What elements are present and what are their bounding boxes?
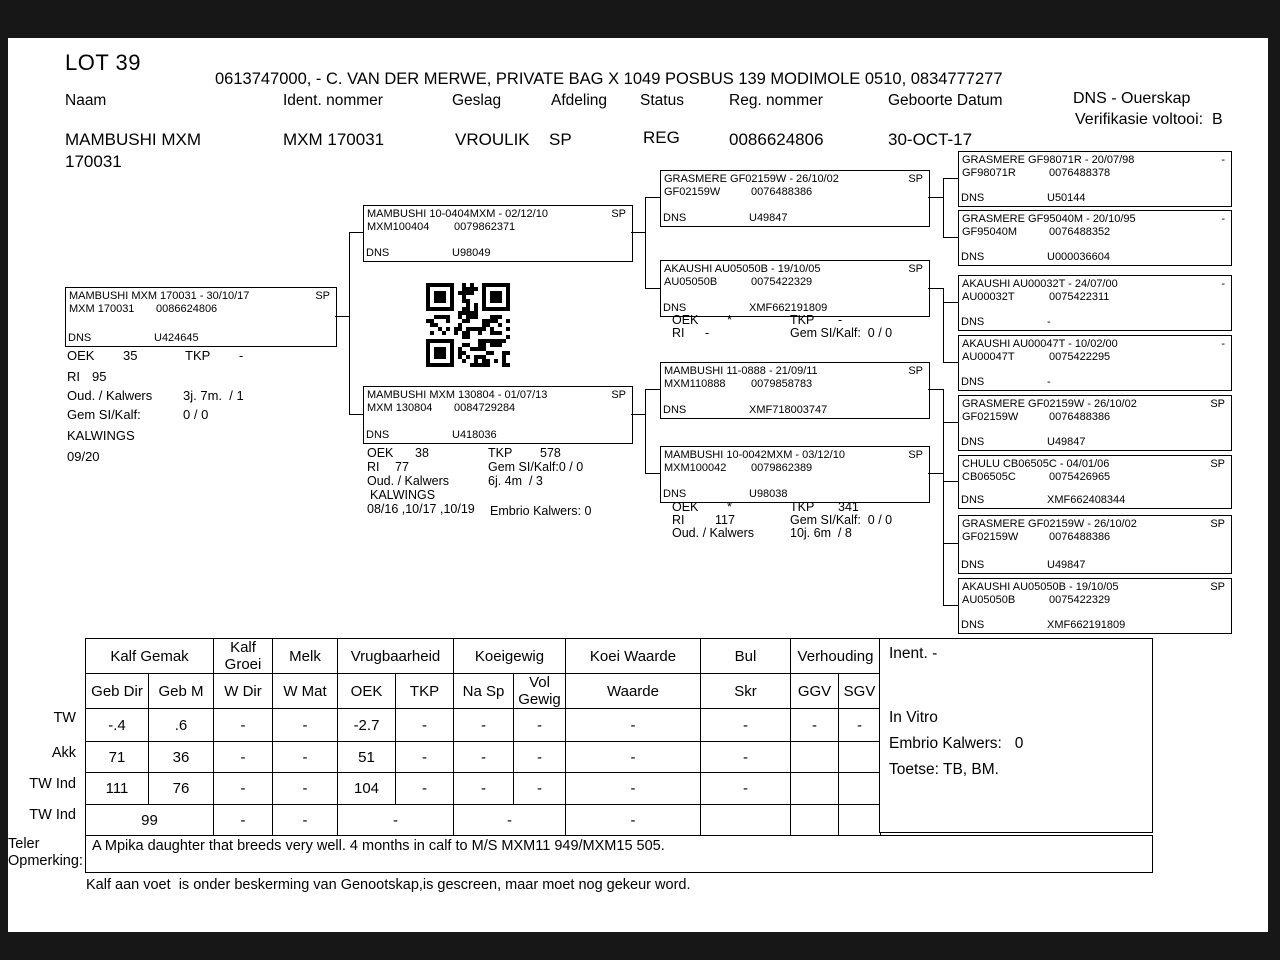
animal-reg: 0079858783: [751, 378, 813, 390]
inent-in-vitro: In Vitro: [889, 709, 938, 726]
group-header: Koeigewig: [454, 639, 566, 674]
animal-reg: 0079862389: [751, 462, 813, 474]
section-flag: -: [1221, 213, 1225, 225]
dns-value: XMF662408344: [1047, 494, 1126, 506]
pedigree-box-g4-6: [958, 455, 1232, 509]
connector-line: [943, 605, 958, 606]
ri-value: 77: [395, 460, 409, 474]
animal-ident: MXM 130804: [367, 402, 433, 414]
animal-ident: GF02159W: [664, 186, 721, 198]
animal-title: MAMBUSHI MXM 130804 - 01/07/13: [367, 389, 548, 401]
connector-line: [349, 232, 350, 415]
label-geslag: Geslag: [452, 92, 502, 109]
row-label-twind: TW Ind: [29, 776, 76, 792]
value-reg-nommer: 0086624806: [729, 130, 824, 149]
table-cell: -: [214, 773, 273, 805]
tkp-value: 578: [540, 446, 561, 460]
oek-label: OEK: [672, 313, 699, 327]
tkp-label: TKP: [185, 348, 211, 363]
col-header: Geb M: [149, 674, 214, 709]
col-header: Na Sp: [454, 674, 514, 709]
animal-title: GRASMERE GF02159W - 26/10/02: [664, 173, 839, 185]
value-ident-nommer: MXM 170031: [283, 130, 385, 149]
table-cell: -: [701, 742, 791, 773]
animal-title: CHULU CB06505C - 04/01/06: [962, 458, 1110, 470]
oud-kalwers-label: Oud. / Kalwers: [67, 388, 153, 403]
label-dns-verifikasie: Verifikasie voltooi: B: [1075, 111, 1223, 128]
table-cell: -: [214, 805, 273, 836]
animal-reg: 0075422329: [751, 276, 813, 288]
connector-line: [943, 362, 958, 363]
table-cell: -: [566, 805, 701, 836]
animal-reg: 0079862371: [454, 221, 516, 233]
group-header: Kalf Gemak: [86, 639, 214, 674]
table-cell: -: [701, 773, 791, 805]
value-naam: MAMBUSHI MXM 170031: [65, 130, 201, 171]
inent-embrio-kalwers: Embrio Kalwers: 0: [889, 735, 1024, 752]
label-naam: Naam: [65, 92, 107, 109]
group-header: Vrugbaarheid: [338, 639, 454, 674]
animal-ident: AU05050B: [962, 594, 1016, 606]
animal-title: AKAUSHI AU00047T - 10/02/00: [962, 338, 1118, 350]
table-cell: -: [566, 742, 701, 773]
animal-title: GRASMERE GF02159W - 26/10/02: [962, 518, 1137, 530]
label-status: Status: [640, 92, 684, 109]
oud-kalwers-value: 6j. 4m / 3: [488, 474, 543, 488]
lot-number: LOT 39: [65, 50, 141, 75]
row-label-akk: Akk: [51, 745, 76, 761]
section-flag: SP: [611, 389, 626, 401]
ri-label: RI: [367, 460, 380, 474]
frame-right: [1268, 38, 1280, 932]
animal-title: GRASMERE GF02159W - 26/10/02: [962, 398, 1137, 410]
pedigree-box-g4-8: [958, 578, 1232, 634]
kalwings-dates: 08/16 ,10/17 ,10/19: [367, 502, 475, 516]
tkp-label: TKP: [790, 313, 815, 327]
table-cell: -: [701, 709, 791, 742]
animal-reg: 0076488386: [1049, 531, 1111, 543]
row-label-tw: TW: [53, 710, 76, 726]
table-cell: 36: [149, 742, 214, 773]
value-geslag: VROULIK: [455, 130, 530, 149]
dam-stats: [367, 446, 667, 526]
dns-label: DNS: [663, 212, 687, 224]
dns-label: DNS: [961, 192, 985, 204]
animal-title: AKAUSHI AU05050B - 19/10/05: [962, 581, 1119, 593]
animal-title: MAMBUSHI MXM 170031 - 30/10/17: [69, 290, 250, 302]
table-cell: 76: [149, 773, 214, 805]
dns-label: DNS: [366, 429, 390, 441]
section-flag: SP: [908, 449, 923, 461]
ri-value: 95: [92, 369, 107, 384]
connector-line: [928, 389, 943, 390]
animal-reg: 0075422329: [1049, 594, 1111, 606]
connector-line: [631, 414, 645, 415]
dns-value: XMF718003747: [749, 404, 828, 416]
animal-title: AKAUSHI AU00032T - 24/07/00: [962, 278, 1118, 290]
table-cell: -: [396, 709, 454, 742]
pedigree-box-subject: [65, 287, 337, 347]
col-header: Skr: [701, 674, 791, 709]
pedigree-box-g4-2: [958, 210, 1232, 266]
connector-line: [943, 178, 944, 238]
section-flag: SP: [315, 290, 330, 302]
connector-line: [645, 288, 660, 289]
table-cell: -: [273, 742, 338, 773]
dns-label: DNS: [961, 494, 985, 506]
dam-dam-stats: [672, 500, 952, 545]
section-flag: SP: [908, 263, 923, 275]
table-cell: -: [396, 773, 454, 805]
embrio-kalwers: Embrio Kalwers: 0: [490, 504, 592, 518]
pedigree-box-sire-sire: [660, 170, 930, 227]
table-cell: 51: [338, 742, 396, 773]
group-header: Bul: [701, 639, 791, 674]
dns-value: XMF662191809: [1047, 619, 1126, 631]
animal-ident: AU00032T: [962, 291, 1015, 303]
animal-ident: MXM 170031: [69, 303, 135, 315]
oud-kalwers-value: 10j. 6m / 8: [790, 526, 852, 540]
value-geboorte-datum: 30-OCT-17: [888, 130, 973, 149]
connector-line: [928, 197, 943, 198]
col-header: W Dir: [214, 674, 273, 709]
table-cell: [839, 805, 881, 836]
animal-ident: MXM100404: [367, 221, 430, 233]
animal-reg: 0084729284: [454, 402, 516, 414]
group-header: Koei Waarde: [566, 639, 701, 674]
section-flag: SP: [1210, 398, 1225, 410]
dns-label: DNS: [961, 559, 985, 571]
dns-value: U49847: [1047, 559, 1086, 571]
pedigree-box-dam-dam: [660, 446, 930, 503]
tkp-value: -: [239, 348, 244, 363]
animal-ident: AU00047T: [962, 351, 1015, 363]
animal-title: MAMBUSHI 10-0404MXM - 02/12/10: [367, 208, 548, 220]
connector-line: [928, 473, 943, 474]
dns-label: DNS: [961, 376, 985, 388]
dns-value: XMF662191809: [749, 302, 828, 314]
animal-reg: 0076488378: [1049, 167, 1111, 179]
dns-label: DNS: [961, 619, 985, 631]
connector-line: [943, 178, 958, 179]
row-label-twind2: TW Ind: [29, 807, 76, 823]
col-header: Waarde: [566, 674, 701, 709]
table-cell: -: [454, 773, 514, 805]
teler-label: Teler: [8, 836, 40, 852]
dns-label: DNS: [663, 302, 687, 314]
label-ident-nommer: Ident. nommer: [283, 92, 383, 109]
ri-label: RI: [672, 326, 685, 340]
animal-ident: MXM110888: [664, 378, 726, 390]
table-cell: -: [791, 709, 839, 742]
pedigree-box-sire: [363, 205, 633, 262]
animal-ident: GF95040M: [962, 226, 1018, 238]
gem-si-kalf: Gem SI/Kalf:0 / 0: [488, 460, 584, 474]
table-cell: -: [454, 709, 514, 742]
dns-value: U49847: [1047, 436, 1086, 448]
ri-value: 117: [715, 513, 735, 527]
frame-left: [0, 38, 8, 932]
table-cell: -: [566, 709, 701, 742]
dns-label: DNS: [961, 436, 985, 448]
animal-ident: MXM100042: [664, 462, 727, 474]
animal-reg: 0086624806: [156, 303, 218, 315]
gem-si-kalf: Gem SI/Kalf: 0 / 0: [790, 513, 893, 527]
gem-si-kalf-label: Gem SI/Kalf:: [67, 407, 141, 422]
oud-kalwers-label: Oud. / Kalwers: [672, 526, 754, 540]
connector-line: [645, 389, 660, 390]
section-flag: SP: [1210, 581, 1225, 593]
oek-label: OEK: [367, 446, 394, 460]
table-cell: -: [273, 773, 338, 805]
dns-value: U98049: [452, 247, 491, 259]
connector-line: [943, 422, 958, 423]
ri-label: RI: [672, 513, 685, 527]
animal-title: GRASMERE GF98071R - 20/07/98: [962, 154, 1135, 166]
footnote-text: Kalf aan voet is onder beskerming van Genootskap,is gescreen, maar moet nog gekeur word.: [86, 877, 691, 893]
table-cell: -: [514, 742, 566, 773]
tkp-value: -: [838, 313, 843, 327]
animal-reg: 0075426965: [1049, 471, 1111, 483]
dns-value: U000036604: [1047, 251, 1111, 263]
dns-label: DNS: [961, 251, 985, 263]
animal-ident: AU05050B: [664, 276, 718, 288]
dns-label: DNS: [366, 247, 390, 259]
frame-top: [0, 0, 1280, 38]
table-cell: -: [273, 709, 338, 742]
qr-code: [426, 283, 510, 367]
table-cell: -: [214, 742, 273, 773]
oek-value: 38: [415, 446, 429, 460]
kalwings-dates: 09/20: [67, 449, 100, 464]
kalwings-label: KALWINGS: [370, 488, 436, 502]
table-cell: [839, 773, 881, 805]
label-reg-nommer: Reg. nommer: [729, 92, 823, 109]
value-status: REG: [643, 128, 680, 147]
section-flag: SP: [1210, 518, 1225, 530]
pedigree-box-g4-5: [958, 395, 1232, 451]
ri-value: -: [705, 326, 710, 340]
animal-reg: 0076488386: [1049, 411, 1111, 423]
tkp-label: TKP: [488, 446, 513, 460]
ebv-table: [85, 638, 881, 836]
section-flag: SP: [908, 365, 923, 377]
group-header: Verhouding: [791, 639, 881, 674]
connector-line: [349, 414, 363, 415]
table-cell: 104: [338, 773, 396, 805]
subject-stats: [67, 348, 347, 463]
col-header: OEK: [338, 674, 396, 709]
animal-title: AKAUSHI AU05050B - 19/10/05: [664, 263, 821, 275]
table-cell: [839, 742, 881, 773]
connector-line: [943, 302, 958, 303]
col-header: SGV: [839, 674, 881, 709]
dns-label: DNS: [961, 316, 985, 328]
dns-label: DNS: [68, 332, 92, 344]
inent-box: [879, 638, 1153, 833]
table-cell: -: [514, 773, 566, 805]
connector-line: [631, 232, 645, 233]
gem-si-kalf: Gem SI/Kalf: 0 / 0: [790, 326, 893, 340]
table-cell: -2.7: [338, 709, 396, 742]
pedigree-box-g4-4: [958, 335, 1232, 391]
table-cell: -: [514, 709, 566, 742]
opmerking-label: Opmerking:: [8, 853, 83, 869]
oek-value: 35: [123, 348, 138, 363]
table-cell: -: [214, 709, 273, 742]
dns-value: U418036: [452, 429, 497, 441]
dns-value: -: [1047, 316, 1051, 328]
table-cell: [791, 773, 839, 805]
group-header: Kalf Groei: [214, 639, 273, 674]
table-cell: 99: [86, 805, 214, 836]
tkp-label: TKP: [790, 500, 815, 514]
oek-value: *: [727, 313, 732, 327]
dns-value: U49847: [749, 212, 788, 224]
pedigree-box-dam: [363, 386, 633, 444]
animal-reg: 0076488386: [751, 186, 813, 198]
kalwings-label: KALWINGS: [67, 428, 135, 443]
table-cell: -: [839, 709, 881, 742]
connector-line: [928, 288, 943, 289]
oud-kalwers-label: Oud. / Kalwers: [367, 474, 449, 488]
dns-value: U424645: [154, 332, 199, 344]
dns-value: -: [1047, 376, 1051, 388]
label-dns-ouerskap: DNS - Ouerskap: [1073, 90, 1191, 107]
animal-ident: GF98071R: [962, 167, 1016, 179]
label-geboorte-datum: Geboorte Datum: [888, 92, 1003, 109]
table-cell: [791, 742, 839, 773]
frame-bottom: [0, 932, 1280, 960]
col-header: W Mat: [273, 674, 338, 709]
table-cell: 71: [86, 742, 149, 773]
animal-ident: GF02159W: [962, 411, 1019, 423]
breeder-contact-line: 0613747000, - C. VAN DER MERWE, PRIVATE BAG X 1049 POSBUS 139 MODIMOLE 0510, 0834777277: [215, 70, 1003, 88]
dns-label: DNS: [663, 404, 687, 416]
table-cell: -.4: [86, 709, 149, 742]
section-flag: SP: [611, 208, 626, 220]
oek-label: OEK: [67, 348, 95, 363]
animal-title: MAMBUSHI 10-0042MXM - 03/12/10: [664, 449, 845, 461]
connector-line: [645, 197, 660, 198]
inent-title: Inent. -: [889, 645, 938, 662]
section-flag: -: [1221, 338, 1225, 350]
pedigree-box-g4-1: [958, 151, 1232, 207]
oek-value: *: [727, 500, 732, 514]
animal-reg: 0075422311: [1049, 291, 1110, 303]
table-cell: 111: [86, 773, 149, 805]
animal-ident: CB06505C: [962, 471, 1016, 483]
animal-title: MAMBUSHI 11-0888 - 21/09/11: [664, 365, 818, 377]
pedigree-box-g4-7: [958, 515, 1232, 574]
table-cell: -: [273, 805, 338, 836]
table-cell: -: [396, 742, 454, 773]
connector-line: [943, 389, 944, 482]
section-flag: -: [1221, 278, 1225, 290]
connector-line: [943, 481, 958, 482]
pedigree-box-g4-3: [958, 275, 1232, 331]
table-cell: -: [454, 742, 514, 773]
section-flag: -: [1221, 154, 1225, 166]
ri-label: RI: [67, 369, 80, 384]
section-flag: SP: [908, 173, 923, 185]
col-header: GGV: [791, 674, 839, 709]
sire-dam-stats: [672, 313, 952, 343]
value-afdeling: SP: [549, 130, 572, 149]
connector-line: [349, 232, 363, 233]
dns-label: DNS: [663, 488, 687, 500]
table-cell: [701, 805, 791, 836]
tkp-value: 341: [838, 500, 859, 514]
connector-line: [645, 197, 646, 289]
connector-line: [943, 237, 958, 238]
group-header: Melk: [273, 639, 338, 674]
breeder-comment-box: [85, 835, 1153, 873]
connector-line: [335, 316, 349, 317]
inent-toetse: Toetse: TB, BM.: [889, 761, 999, 778]
dns-value: U50144: [1047, 192, 1086, 204]
breeder-comment-text: A Mpika daughter that breeds very well. 4 months in calf to M/S MXM11 949/MXM15 505.: [92, 838, 665, 854]
oek-label: OEK: [672, 500, 699, 514]
section-flag: SP: [1210, 458, 1225, 470]
animal-reg: 0076488352: [1049, 226, 1111, 238]
pedigree-box-sire-dam: [660, 260, 930, 317]
animal-title: GRASMERE GF95040M - 20/10/95: [962, 213, 1136, 225]
table-cell: -: [566, 773, 701, 805]
col-header: Geb Dir: [86, 674, 149, 709]
col-header: Vol Gewig: [514, 674, 566, 709]
table-cell: -: [338, 805, 454, 836]
table-cell: -: [454, 805, 566, 836]
oud-kalwers-value: 3j. 7m. / 1: [183, 388, 244, 403]
label-afdeling: Afdeling: [551, 92, 608, 109]
table-cell: .6: [149, 709, 214, 742]
animal-reg: 0075422295: [1049, 351, 1111, 363]
animal-ident: GF02159W: [962, 531, 1019, 543]
col-header: TKP: [396, 674, 454, 709]
dns-value: U98038: [749, 488, 788, 500]
table-cell: [791, 805, 839, 836]
pedigree-box-dam-sire: [660, 362, 930, 419]
gem-si-kalf-value: 0 / 0: [183, 407, 209, 422]
